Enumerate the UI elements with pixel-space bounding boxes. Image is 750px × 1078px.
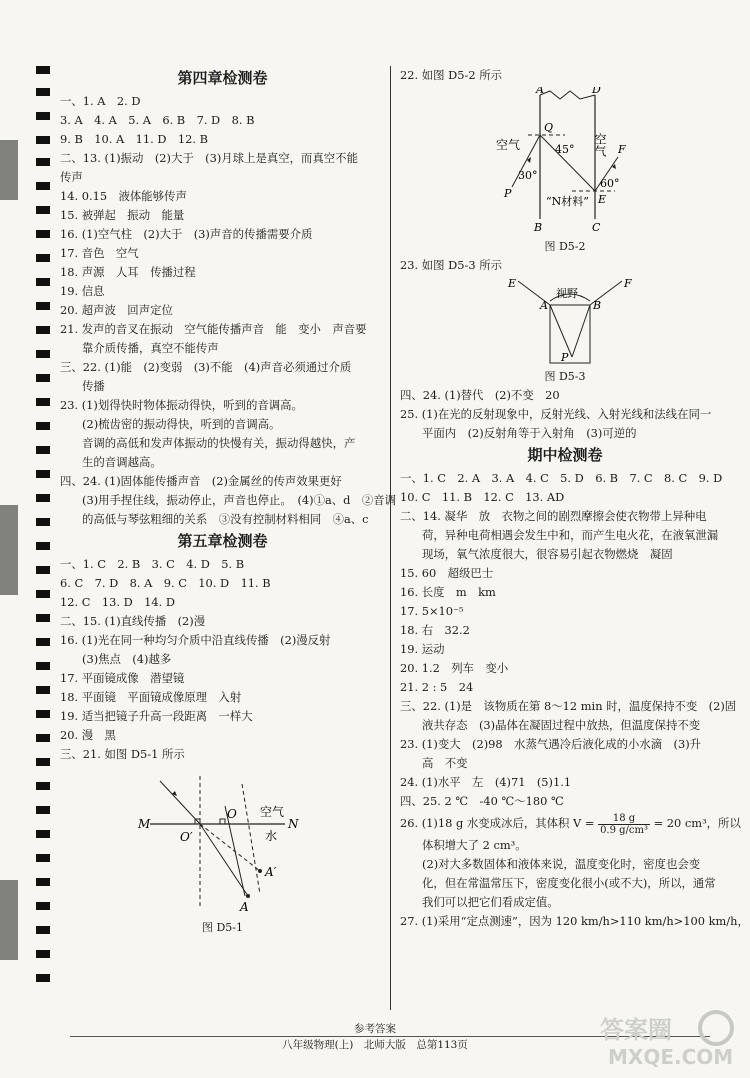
point-q-label: Q [544,121,554,134]
binding-marks [36,62,52,992]
answer-line: 液共存态 (3)晶体在凝固过程中放热，但温度保持不变 [422,718,701,732]
chapter5-title: 第五章检测卷 [177,532,268,550]
view-label: 视野 [556,287,578,300]
answer-line: 14. 0.15 液体能够传声 [60,189,187,203]
answer-line: 二、13. (1)振动 (2)大于 (3)月球上是真空，而真空不能 [60,151,358,165]
scan-edge [0,505,18,595]
answer-line: 23. (1)变大 (2)98 水蒸气遇冷后液化成的小水滴 (3)升 [400,737,702,751]
footer-info: 八年级物理(上) 北师大版 总第113页 [282,1039,468,1051]
midterm-title: 期中检测卷 [527,446,603,464]
answer-line: 靠介质传播，真空不能传声 [82,341,219,355]
answer-line: 音调的高低和发声体振动的快慢有关，振动得越快，产 [82,436,356,450]
answer-line: 二、14. 凝华 放 衣物之间的剧烈摩擦会使衣物带上异种电 [400,509,707,523]
answer-line: 现场，氧气浓度很大，很容易引起衣物燃烧 凝固 [422,547,673,561]
answer-line: 一、1. C 2. B 3. C 4. D 5. B [60,557,245,571]
answer-line: 17. 5×10⁻⁵ [400,604,464,618]
air-left-label: 空气 [496,138,521,152]
right-column [400,66,749,931]
answer-line: 20. 漫 黑 [60,728,116,742]
point-f-label: F [618,143,626,156]
scan-edge [0,140,18,200]
figure-d5-3 [400,277,730,365]
point-o-prime-label: O′ [180,830,193,844]
answer-line: 25. (1)在光的反射现象中，反射光线、入射光线和法线在同一 [400,407,712,421]
answer-line: 19. 信息 [60,284,105,298]
refraction-diagram [60,766,385,916]
answer-line: 三、22. (1)能 (2)变弱 (3)不能 (4)声音必须通过介质 [60,360,352,374]
answer-line: 27. (1)采用“定点测速”，因为 120 km/h>110 km/h>100 km/h， [400,913,749,928]
answer-line: 平面内 (2)反射角等于入射角 (3)可逆的 [422,426,637,440]
answer-line: 传声 [60,170,83,184]
answer-line: 我们可以把它们看成定值。 [422,894,559,909]
point-m-label: M [138,817,151,831]
answer-line: 高 不变 [422,756,468,770]
figure-caption: 图 D5-2 [544,240,586,253]
point-b-label: B [534,221,543,234]
angle-45-label: 45° [555,143,575,156]
figure-caption: 图 D5-3 [544,370,586,383]
answer-line: 16. (1)光在同一种均匀介质中沿直线传播 (2)漫反射 [60,633,331,647]
answer-line: 21. 发声的音叉在振动 空气能传播声音 能 变小 声音要 [60,322,367,336]
point-p-label: P [561,351,569,364]
point-d-label: D [592,87,601,96]
point-e-label: E [598,193,607,206]
fraction-denominator: 0.9 g/cm³ [600,824,649,836]
answer-line: 15. 60 超级巴士 [400,566,494,580]
answer-line: 荷，异种电荷相遇会发生中和，而产生电火花，在液氧泄漏 [422,528,719,542]
answer-line: 体积增大了 2 cm³。 [422,837,527,852]
fraction-prefix: 26. (1)18 g 水变成冰后，其体积 V = [400,816,595,830]
point-f-label: F [624,277,632,290]
figure-d5-1 [60,766,385,916]
answer-line: 17. 平面镜成像 潜望镜 [60,671,185,685]
answer-line: 3. A 4. A 5. A 6. B 7. D 8. B [60,113,255,127]
watermark-logo [598,1008,738,1070]
answer-line: 24. (1)水平 左 (4)71 (5)1.1 [400,775,572,789]
answer-line: (2)梳齿密的振动得快，听到的音调高。 [82,417,281,431]
answer-line: 23. 如图 D5-3 所示 [400,258,503,272]
left-column [60,66,397,937]
answer-line: 6. C 7. D 8. A 9. C 10. D 11. B [60,576,271,590]
answer-line: 19. 运动 [400,642,445,656]
point-a-label: A [240,900,249,914]
answer-line: 四、24. (1)替代 (2)不变 20 [400,388,560,402]
answer-line: 四、24. (1)固体能传播声音 (2)金属丝的传声效果更好 [60,474,342,488]
answer-line: 的高低与琴弦粗细的关系 ③没有控制材料相同 ④a、c [82,512,369,526]
answer-line: 18. 平面镜 平面镜成像原理 入射 [60,690,242,704]
answer-line: 一、1. A 2. D [60,94,141,108]
point-a-prime-label: A′ [265,865,277,879]
field-of-view-diagram [400,277,730,365]
answer-line: 12. C 13. D 14. D [60,595,175,609]
answer-line: 20. 超声波 回声定位 [60,303,173,317]
point-a-label: A [540,299,548,312]
point-c-label: C [592,221,601,234]
fraction-suffix: = 20 cm³，所以 [653,816,741,830]
answer-line: 15. 被弹起 振动 能量 [60,208,185,222]
answer-line: 生的音调越高。 [82,455,162,469]
water-label: 水 [265,829,278,843]
answer-line: 21. 2 : 5 24 [400,680,474,694]
figure-d5-2 [400,87,730,235]
point-e-label: E [508,277,517,290]
answer-line: 23. (1)划得快时物体振动得快，听到的音调高。 [60,398,303,412]
air-right-label: 空气 [593,133,607,157]
scan-edge [0,880,18,960]
fraction-numerator: 18 g [598,813,650,825]
answer-line: 16. (1)空气柱 (2)大于 (3)声音的传播需要介质 [60,227,313,241]
reflection-refraction-diagram [400,87,730,235]
angle-60-label: 60° [600,177,620,190]
footer-title: 参考答案 [354,1023,396,1035]
point-o-label: O [227,807,237,821]
air-label: 空气 [260,805,285,819]
answer-line: 四、25. 2 ℃ -40 ℃～180 ℃ [400,794,564,808]
column-divider [390,66,391,1010]
point-a-label: A [536,87,544,96]
answer-line: 22. 如图 D5-2 所示 [400,68,503,82]
answer-line: 三、22. (1)是 该物质在第 8～12 min 时，温度保持不变 (2)固 [400,699,737,713]
answer-line: 20. 1.2 列车 变小 [400,661,509,675]
figure-caption: 图 D5-1 [201,921,244,934]
answer-line: (3)焦点 (4)越多 [82,652,172,666]
answer-line-fraction [400,811,741,836]
angle-30-label: 30° [518,169,538,182]
answer-line: (3)用手捏住线，振动停止，声音也停止。 (4)①a、d ②音调 [82,493,397,507]
point-n-label: N [288,817,299,831]
answer-line: 三、21. 如图 D5-1 所示 [60,747,185,761]
chapter4-title: 第四章检测卷 [177,69,268,87]
answer-line: 10. C 11. B 12. C 13. AD [400,490,565,504]
answer-line: 9. B 10. A 11. D 12. B [60,132,208,146]
material-label: “N材料” [546,195,589,208]
answer-line: 一、1. C 2. A 3. A 4. C 5. D 6. B 7. C 8. C 9. D [400,471,723,485]
answer-line: 19. 适当把镜子升高一段距离 一样大 [60,709,253,723]
point-b-label: B [593,299,602,312]
answer-line: 18. 声源 人耳 传播过程 [60,265,196,279]
answer-line: 17. 音色 空气 [60,246,139,260]
point-p-label: P [504,187,512,200]
svg-text:答案圈: 答案圈 [600,1016,672,1044]
svg-text:MXQE.COM: MXQE.COM [608,1045,734,1069]
fraction [598,813,650,836]
answer-line: 二、15. (1)直线传播 (2)漫 [60,614,206,628]
answer-line: 化，但在常温常压下，密度变化很小(或不大)，所以，通常 [422,875,716,890]
answer-line: 16. 长度 m km [400,585,496,599]
answer-line: 传播 [82,379,105,393]
answer-line: 18. 右 32.2 [400,623,470,637]
watermark-icon [598,1008,738,1070]
answer-line: (2)对大多数固体和液体来说，温度变化时，密度也会变 [422,856,701,871]
